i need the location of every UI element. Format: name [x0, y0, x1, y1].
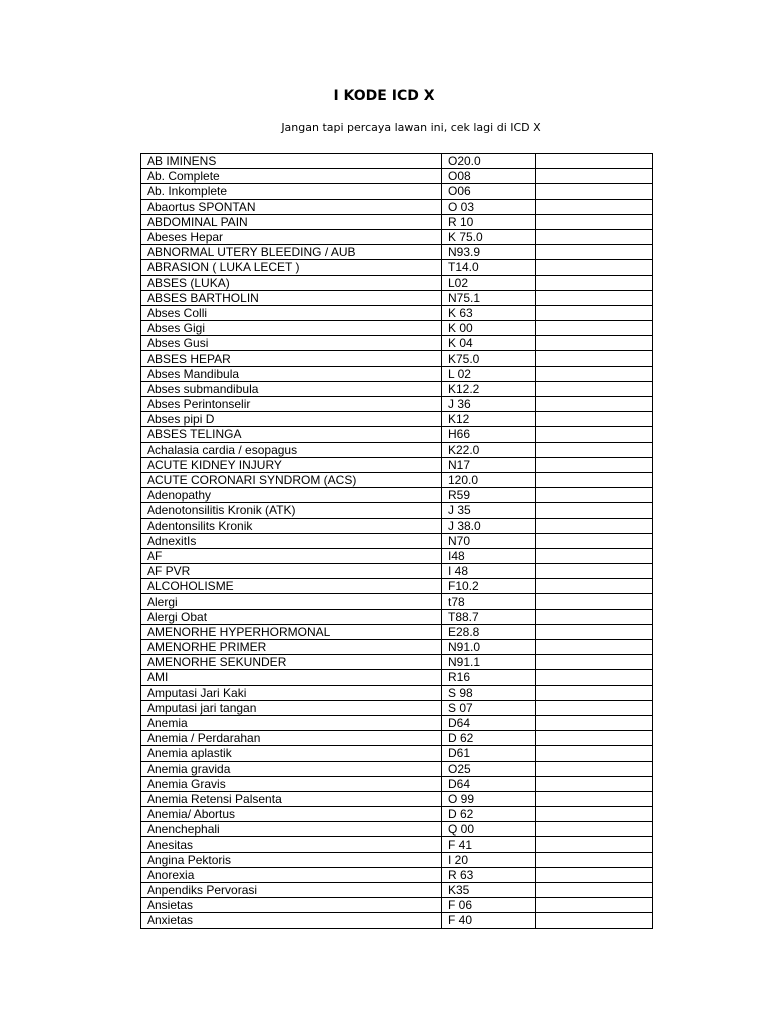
icd-code-cell: N75.1 [442, 290, 536, 305]
table-row [141, 867, 653, 882]
table-row [141, 670, 653, 685]
table-row [141, 761, 653, 776]
diagnosis-name-cell: Anemia Gravis [141, 776, 442, 791]
icd-code-cell: F 40 [442, 913, 536, 928]
table-row [141, 275, 653, 290]
table-row [141, 822, 653, 837]
diagnosis-name-cell: Anesitas [141, 837, 442, 852]
table-row [141, 260, 653, 275]
icd-code-cell: S 07 [442, 700, 536, 715]
icd-code-cell: K75.0 [442, 351, 536, 366]
icd-code-cell: J 35 [442, 503, 536, 518]
diagnosis-name-cell: Abses Gusi [141, 336, 442, 351]
diagnosis-name-cell: Angina Pektoris [141, 852, 442, 867]
empty-cell [536, 503, 653, 518]
icd-code-cell: D64 [442, 776, 536, 791]
icd-code-cell: N70 [442, 533, 536, 548]
diagnosis-name-cell: Anenchephali [141, 822, 442, 837]
icd-code-cell: R16 [442, 670, 536, 685]
empty-cell [536, 169, 653, 184]
diagnosis-name-cell: AdnexitIs [141, 533, 442, 548]
icd-code-cell: K12.2 [442, 381, 536, 396]
icd-code-cell: 120.0 [442, 472, 536, 487]
diagnosis-name-cell: AF [141, 548, 442, 563]
icd-code-cell: I48 [442, 548, 536, 563]
empty-cell [536, 442, 653, 457]
icd-code-cell: D 62 [442, 731, 536, 746]
icd-code-cell: D64 [442, 715, 536, 730]
empty-cell [536, 290, 653, 305]
empty-cell [536, 336, 653, 351]
diagnosis-name-cell: ALCOHOLISME [141, 579, 442, 594]
icd-code-cell: O20.0 [442, 154, 536, 169]
diagnosis-name-cell: AMI [141, 670, 442, 685]
table-row [141, 883, 653, 898]
icd-code-cell: H66 [442, 427, 536, 442]
empty-cell [536, 351, 653, 366]
table-row [141, 548, 653, 563]
table-row [141, 715, 653, 730]
table-row [141, 685, 653, 700]
table-row [141, 594, 653, 609]
icd-code-cell: N91.1 [442, 655, 536, 670]
diagnosis-name-cell: AF PVR [141, 564, 442, 579]
empty-cell [536, 229, 653, 244]
icd-code-table-body [141, 154, 653, 929]
empty-cell [536, 457, 653, 472]
empty-cell [536, 883, 653, 898]
table-row [141, 214, 653, 229]
diagnosis-name-cell: Anpendiks Pervorasi [141, 883, 442, 898]
table-row [141, 305, 653, 320]
table-row [141, 412, 653, 427]
diagnosis-name-cell: Anemia / Perdarahan [141, 731, 442, 746]
empty-cell [536, 685, 653, 700]
table-row [141, 366, 653, 381]
table-row [141, 837, 653, 852]
icd-code-cell: R 63 [442, 867, 536, 882]
diagnosis-name-cell: Alergi [141, 594, 442, 609]
table-row [141, 229, 653, 244]
empty-cell [536, 412, 653, 427]
table-row [141, 655, 653, 670]
table-row [141, 351, 653, 366]
table-row [141, 427, 653, 442]
empty-cell [536, 214, 653, 229]
empty-cell [536, 624, 653, 639]
empty-cell [536, 381, 653, 396]
empty-cell [536, 305, 653, 320]
table-row [141, 791, 653, 806]
empty-cell [536, 579, 653, 594]
empty-cell [536, 715, 653, 730]
diagnosis-name-cell: Anemia Retensi Palsenta [141, 791, 442, 806]
table-row [141, 898, 653, 913]
empty-cell [536, 761, 653, 776]
table-row [141, 184, 653, 199]
diagnosis-name-cell: Ab. Inkomplete [141, 184, 442, 199]
table-row [141, 472, 653, 487]
empty-cell [536, 670, 653, 685]
empty-cell [536, 852, 653, 867]
diagnosis-name-cell: ACUTE CORONARI SYNDROM (ACS) [141, 472, 442, 487]
icd-code-cell: I 48 [442, 564, 536, 579]
empty-cell [536, 898, 653, 913]
empty-cell [536, 746, 653, 761]
icd-code-cell: F 41 [442, 837, 536, 852]
icd-code-cell: O 03 [442, 199, 536, 214]
icd-code-cell: K 63 [442, 305, 536, 320]
icd-code-cell: I 20 [442, 852, 536, 867]
diagnosis-name-cell: ABNORMAL UTERY BLEEDING / AUB [141, 245, 442, 260]
empty-cell [536, 807, 653, 822]
empty-cell [536, 867, 653, 882]
icd-code-cell: T88.7 [442, 609, 536, 624]
diagnosis-name-cell: Anorexia [141, 867, 442, 882]
diagnosis-name-cell: Anemia/ Abortus [141, 807, 442, 822]
diagnosis-name-cell: Adenopathy [141, 488, 442, 503]
diagnosis-name-cell: ABSES (LUKA) [141, 275, 442, 290]
icd-code-cell: R 10 [442, 214, 536, 229]
empty-cell [536, 655, 653, 670]
diagnosis-name-cell: Anemia [141, 715, 442, 730]
table-row [141, 776, 653, 791]
empty-cell [536, 700, 653, 715]
diagnosis-name-cell: Anemia aplastik [141, 746, 442, 761]
icd-code-cell: K 04 [442, 336, 536, 351]
diagnosis-name-cell: Abses Perintonselir [141, 397, 442, 412]
table-row [141, 457, 653, 472]
diagnosis-name-cell: Abses Mandibula [141, 366, 442, 381]
diagnosis-name-cell: ABSES TELINGA [141, 427, 442, 442]
diagnosis-name-cell: Ab. Complete [141, 169, 442, 184]
empty-cell [536, 366, 653, 381]
table-row [141, 807, 653, 822]
empty-cell [536, 822, 653, 837]
table-row [141, 518, 653, 533]
table-row [141, 336, 653, 351]
icd-code-cell: O 99 [442, 791, 536, 806]
empty-cell [536, 488, 653, 503]
empty-cell [536, 397, 653, 412]
diagnosis-name-cell: AB IMINENS [141, 154, 442, 169]
icd-code-table [140, 153, 653, 929]
table-row [141, 503, 653, 518]
table-row [141, 245, 653, 260]
table-row [141, 154, 653, 169]
icd-code-cell: O06 [442, 184, 536, 199]
table-row [141, 609, 653, 624]
diagnosis-name-cell: ACUTE KIDNEY INJURY [141, 457, 442, 472]
empty-cell [536, 548, 653, 563]
empty-cell [536, 518, 653, 533]
icd-code-cell: E28.8 [442, 624, 536, 639]
icd-code-cell: Q 00 [442, 822, 536, 837]
table-row [141, 746, 653, 761]
diagnosis-name-cell: AMENORHE HYPERHORMONAL [141, 624, 442, 639]
table-row [141, 488, 653, 503]
diagnosis-name-cell: Alergi Obat [141, 609, 442, 624]
diagnosis-name-cell: AMENORHE PRIMER [141, 640, 442, 655]
table-row [141, 290, 653, 305]
diagnosis-name-cell: Abeses Hepar [141, 229, 442, 244]
empty-cell [536, 199, 653, 214]
empty-cell [536, 776, 653, 791]
icd-code-cell: T14.0 [442, 260, 536, 275]
document-title: I KODE ICD X [333, 88, 435, 104]
icd-code-cell: N17 [442, 457, 536, 472]
diagnosis-name-cell: Anemia gravida [141, 761, 442, 776]
diagnosis-name-cell: Abses submandibula [141, 381, 442, 396]
empty-cell [536, 154, 653, 169]
icd-code-cell: L 02 [442, 366, 536, 381]
diagnosis-name-cell: AMENORHE SEKUNDER [141, 655, 442, 670]
empty-cell [536, 427, 653, 442]
empty-cell [536, 472, 653, 487]
empty-cell [536, 321, 653, 336]
empty-cell [536, 594, 653, 609]
diagnosis-name-cell: ABRASION ( LUKA LECET ) [141, 260, 442, 275]
diagnosis-name-cell: ABDOMINAL PAIN [141, 214, 442, 229]
table-row [141, 913, 653, 928]
empty-cell [536, 260, 653, 275]
diagnosis-name-cell: Achalasia cardia / esopagus [141, 442, 442, 457]
icd-code-cell: K 00 [442, 321, 536, 336]
table-row [141, 169, 653, 184]
table-row [141, 321, 653, 336]
empty-cell [536, 245, 653, 260]
table-row [141, 852, 653, 867]
icd-code-cell: K22.0 [442, 442, 536, 457]
table-row [141, 199, 653, 214]
empty-cell [536, 609, 653, 624]
diagnosis-name-cell: Adentonsilits Kronik [141, 518, 442, 533]
table-row [141, 731, 653, 746]
table-row [141, 442, 653, 457]
icd-code-cell: J 38.0 [442, 518, 536, 533]
icd-code-cell: L02 [442, 275, 536, 290]
diagnosis-name-cell: Abaortus SPONTAN [141, 199, 442, 214]
diagnosis-name-cell: ABSES BARTHOLIN [141, 290, 442, 305]
icd-code-cell: S 98 [442, 685, 536, 700]
table-row [141, 700, 653, 715]
icd-code-cell: N93.9 [442, 245, 536, 260]
empty-cell [536, 184, 653, 199]
diagnosis-name-cell: Amputasi Jari Kaki [141, 685, 442, 700]
empty-cell [536, 913, 653, 928]
table-row [141, 397, 653, 412]
table-row [141, 579, 653, 594]
icd-code-cell: F 06 [442, 898, 536, 913]
diagnosis-name-cell: Abses Colli [141, 305, 442, 320]
document-subtitle: Jangan tapi percaya lawan ini, cek lagi di ICD X [281, 121, 541, 134]
table-row [141, 381, 653, 396]
diagnosis-name-cell: Anxietas [141, 913, 442, 928]
icd-code-cell: K 75.0 [442, 229, 536, 244]
empty-cell [536, 533, 653, 548]
icd-code-cell: N91.0 [442, 640, 536, 655]
empty-cell [536, 275, 653, 290]
icd-code-cell: t78 [442, 594, 536, 609]
empty-cell [536, 564, 653, 579]
diagnosis-name-cell: Ansietas [141, 898, 442, 913]
empty-cell [536, 837, 653, 852]
icd-code-cell: D61 [442, 746, 536, 761]
icd-code-cell: K35 [442, 883, 536, 898]
diagnosis-name-cell: Adenotonsilitis Kronik (ATK) [141, 503, 442, 518]
icd-code-cell: J 36 [442, 397, 536, 412]
table-row [141, 624, 653, 639]
table-row [141, 640, 653, 655]
table-row [141, 564, 653, 579]
diagnosis-name-cell: Amputasi jari tangan [141, 700, 442, 715]
table-row [141, 533, 653, 548]
icd-code-cell: F10.2 [442, 579, 536, 594]
empty-cell [536, 791, 653, 806]
icd-code-cell: O08 [442, 169, 536, 184]
diagnosis-name-cell: Abses pipi D [141, 412, 442, 427]
empty-cell [536, 640, 653, 655]
icd-code-cell: D 62 [442, 807, 536, 822]
diagnosis-name-cell: ABSES HEPAR [141, 351, 442, 366]
icd-code-cell: K12 [442, 412, 536, 427]
icd-code-cell: O25 [442, 761, 536, 776]
diagnosis-name-cell: Abses Gigi [141, 321, 442, 336]
empty-cell [536, 731, 653, 746]
icd-code-cell: R59 [442, 488, 536, 503]
